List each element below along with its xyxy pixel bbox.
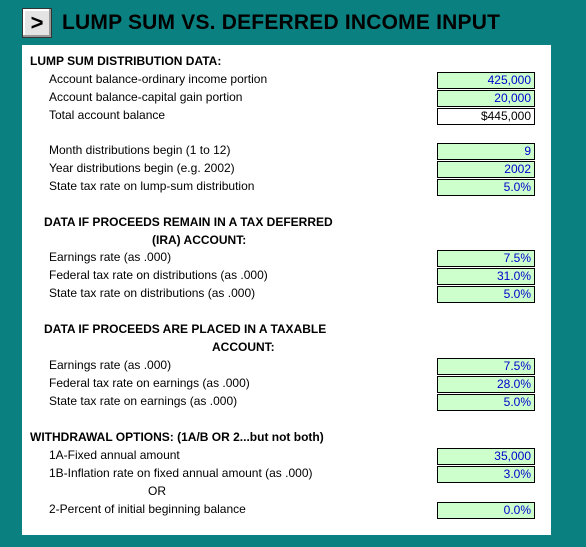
tax-deferred-header-line2: (IRA) ACCOUNT: xyxy=(152,233,247,247)
fixed-amount-label: 1A-Fixed annual amount xyxy=(49,448,180,462)
deferred-federal-input[interactable]: 31.0% xyxy=(437,268,535,285)
capital-gain-input[interactable]: 20,000 xyxy=(437,90,535,107)
year-begin-label: Year distributions begin (e.g. 2002) xyxy=(49,161,235,175)
state-tax-lump-label: State tax rate on lump-sum distribution xyxy=(49,179,255,193)
year-begin-input[interactable]: 2002 xyxy=(437,161,535,178)
deferred-federal-label: Federal tax rate on distributions (as .000) xyxy=(49,268,268,282)
percent-balance-label: 2-Percent of initial beginning balance xyxy=(49,502,246,516)
taxable-earnings-input[interactable]: 7.5% xyxy=(437,358,535,375)
withdrawal-header: WITHDRAWAL OPTIONS: (1A/B OR 2...but not both) xyxy=(30,430,324,444)
taxable-state-input[interactable]: 5.0% xyxy=(437,394,535,411)
taxable-earnings-label: Earnings rate (as .000) xyxy=(49,358,172,372)
taxable-header-line2: ACCOUNT: xyxy=(212,340,275,354)
taxable-header-line1: DATA IF PROCEEDS ARE PLACED IN A TAXABLE xyxy=(44,322,327,336)
lump-sum-header: LUMP SUM DISTRIBUTION DATA: xyxy=(30,54,222,68)
taxable-federal-label: Federal tax rate on earnings (as .000) xyxy=(49,376,250,390)
capital-gain-label: Account balance-capital gain portion xyxy=(49,90,243,104)
inflation-rate-input[interactable]: 3.0% xyxy=(437,466,535,483)
inflation-rate-label: 1B-Inflation rate on fixed annual amount (as .000) xyxy=(49,466,313,480)
percent-balance-input[interactable]: 0.0% xyxy=(437,502,535,519)
total-balance-value: $445,000 xyxy=(437,108,535,125)
tax-deferred-header-line1: DATA IF PROCEEDS REMAIN IN A TAX DEFERRED xyxy=(44,215,333,229)
next-button[interactable]: > xyxy=(22,8,52,38)
page-title: LUMP SUM VS. DEFERRED INCOME INPUT xyxy=(62,11,501,34)
month-begin-input[interactable]: 9 xyxy=(437,143,535,160)
month-begin-label: Month distributions begin (1 to 12) xyxy=(49,143,231,157)
taxable-federal-input[interactable]: 28.0% xyxy=(437,376,535,393)
total-balance-label: Total account balance xyxy=(49,108,166,122)
state-tax-lump-input[interactable]: 5.0% xyxy=(437,179,535,196)
deferred-state-input[interactable]: 5.0% xyxy=(437,286,535,303)
deferred-state-label: State tax rate on distributions (as .000) xyxy=(49,286,256,300)
fixed-amount-input[interactable]: 35,000 xyxy=(437,448,535,465)
input-panel xyxy=(22,45,551,535)
deferred-earnings-label: Earnings rate (as .000) xyxy=(49,250,172,264)
ordinary-income-input[interactable]: 425,000 xyxy=(437,72,535,89)
ordinary-income-label: Account balance-ordinary income portion xyxy=(49,72,268,86)
taxable-state-label: State tax rate on earnings (as .000) xyxy=(49,394,238,408)
or-label: OR xyxy=(148,484,166,498)
deferred-earnings-input[interactable]: 7.5% xyxy=(437,250,535,267)
